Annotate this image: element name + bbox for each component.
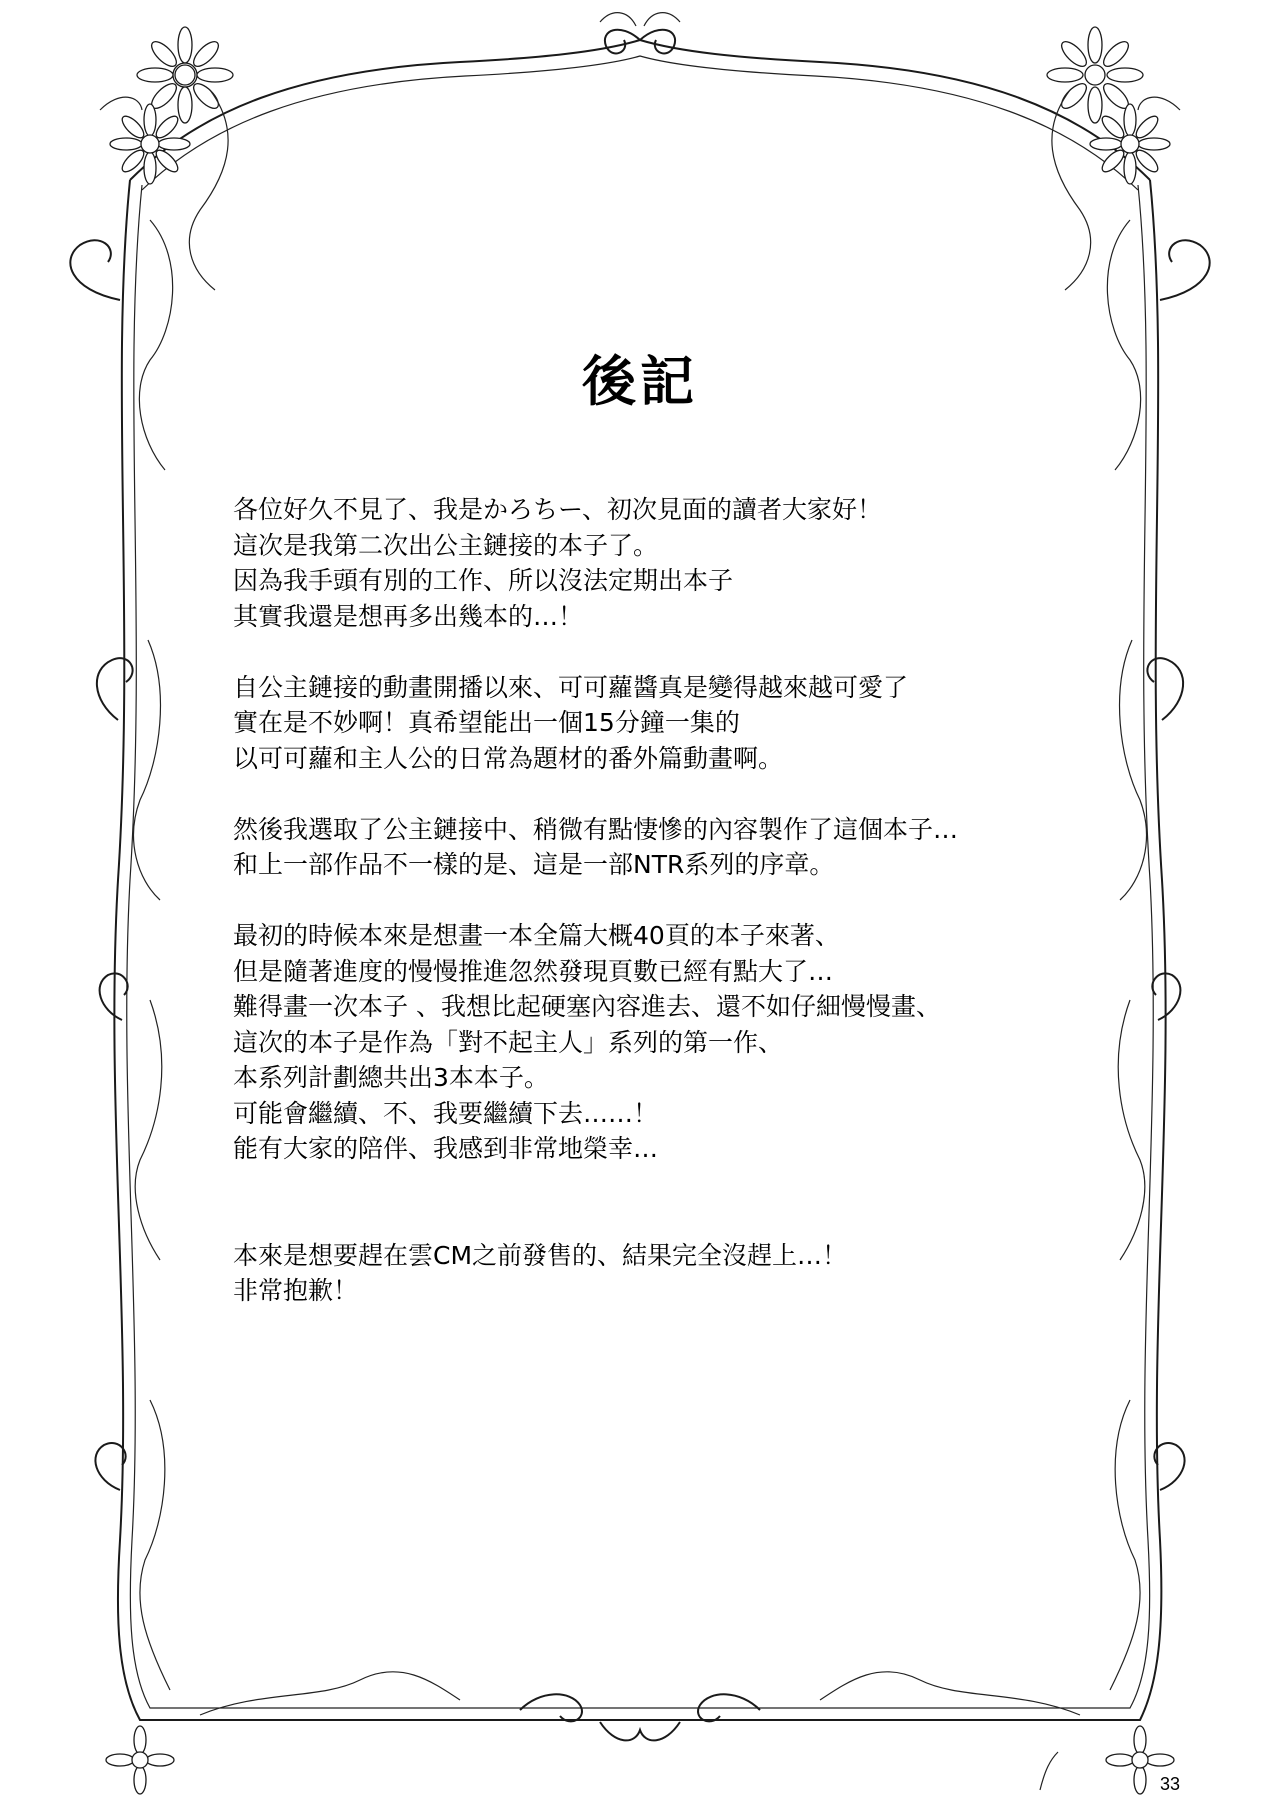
page-number: 33 bbox=[1159, 1774, 1180, 1794]
afterword-body bbox=[233, 492, 1053, 1344]
paragraph bbox=[233, 670, 1053, 777]
text-line: 因為我手頭有別的工作、所以沒法定期出本子 bbox=[233, 566, 734, 595]
paragraph bbox=[233, 812, 1053, 883]
text-line: 其實我還是想再多出幾本的…！ bbox=[233, 601, 584, 631]
text-line: 能有大家的陪伴、我感到非常地榮幸… bbox=[233, 1134, 659, 1163]
flower-icon bbox=[106, 1726, 174, 1794]
flower-icon bbox=[1090, 104, 1170, 184]
text-line: 各位好久不見了、我是かろちー、初次見面的讀者大家好！ bbox=[233, 495, 883, 524]
text-line: 可能會繼續、不、我要繼續下去……！ bbox=[233, 1098, 659, 1128]
text-line: 最初的時候本來是想畫一本全篇大概40頁的本子來著、 bbox=[233, 921, 840, 950]
text-line: 自公主鏈接的動畫開播以來、可可蘿醬真是變得越來越可愛了 bbox=[233, 672, 909, 702]
page-title: 後記 bbox=[582, 350, 698, 413]
text-line: 本來是想要趕在雲CM之前發售的、結果完全沒趕上…！ bbox=[233, 1240, 848, 1270]
flower-icon bbox=[110, 104, 190, 184]
text-line: 難得畫一次本子 、我想比起硬塞內容進去、還不如仔細慢慢畫、 bbox=[233, 992, 941, 1021]
text-line: 實在是不妙啊！真希望能出一個15分鐘一集的 bbox=[233, 708, 740, 737]
paragraph bbox=[233, 1238, 1053, 1309]
text-line: 但是隨著進度的慢慢推進忽然發現頁數已經有點大了… bbox=[233, 956, 834, 986]
text-line: 這次是我第二次出公主鏈接的本子了。 bbox=[233, 530, 659, 560]
text-line: 非常抱歉！ bbox=[233, 1276, 359, 1305]
text-line: 和上一部作品不一樣的是、這是一部NTR系列的序章。 bbox=[233, 850, 835, 879]
text-line: 本系列計劃總共出3本本子。 bbox=[233, 1063, 549, 1092]
text-line: 以可可蘿和主人公的日常為題材的番外篇動畫啊。 bbox=[233, 743, 784, 773]
text-line: 這次的本子是作為「對不起主人」系列的第一作、 bbox=[233, 1027, 784, 1057]
paragraph bbox=[233, 918, 1053, 1167]
paragraph bbox=[233, 492, 1053, 634]
text-line: 然後我選取了公主鏈接中、稍微有點悽慘的內容製作了這個本子… bbox=[233, 814, 959, 844]
